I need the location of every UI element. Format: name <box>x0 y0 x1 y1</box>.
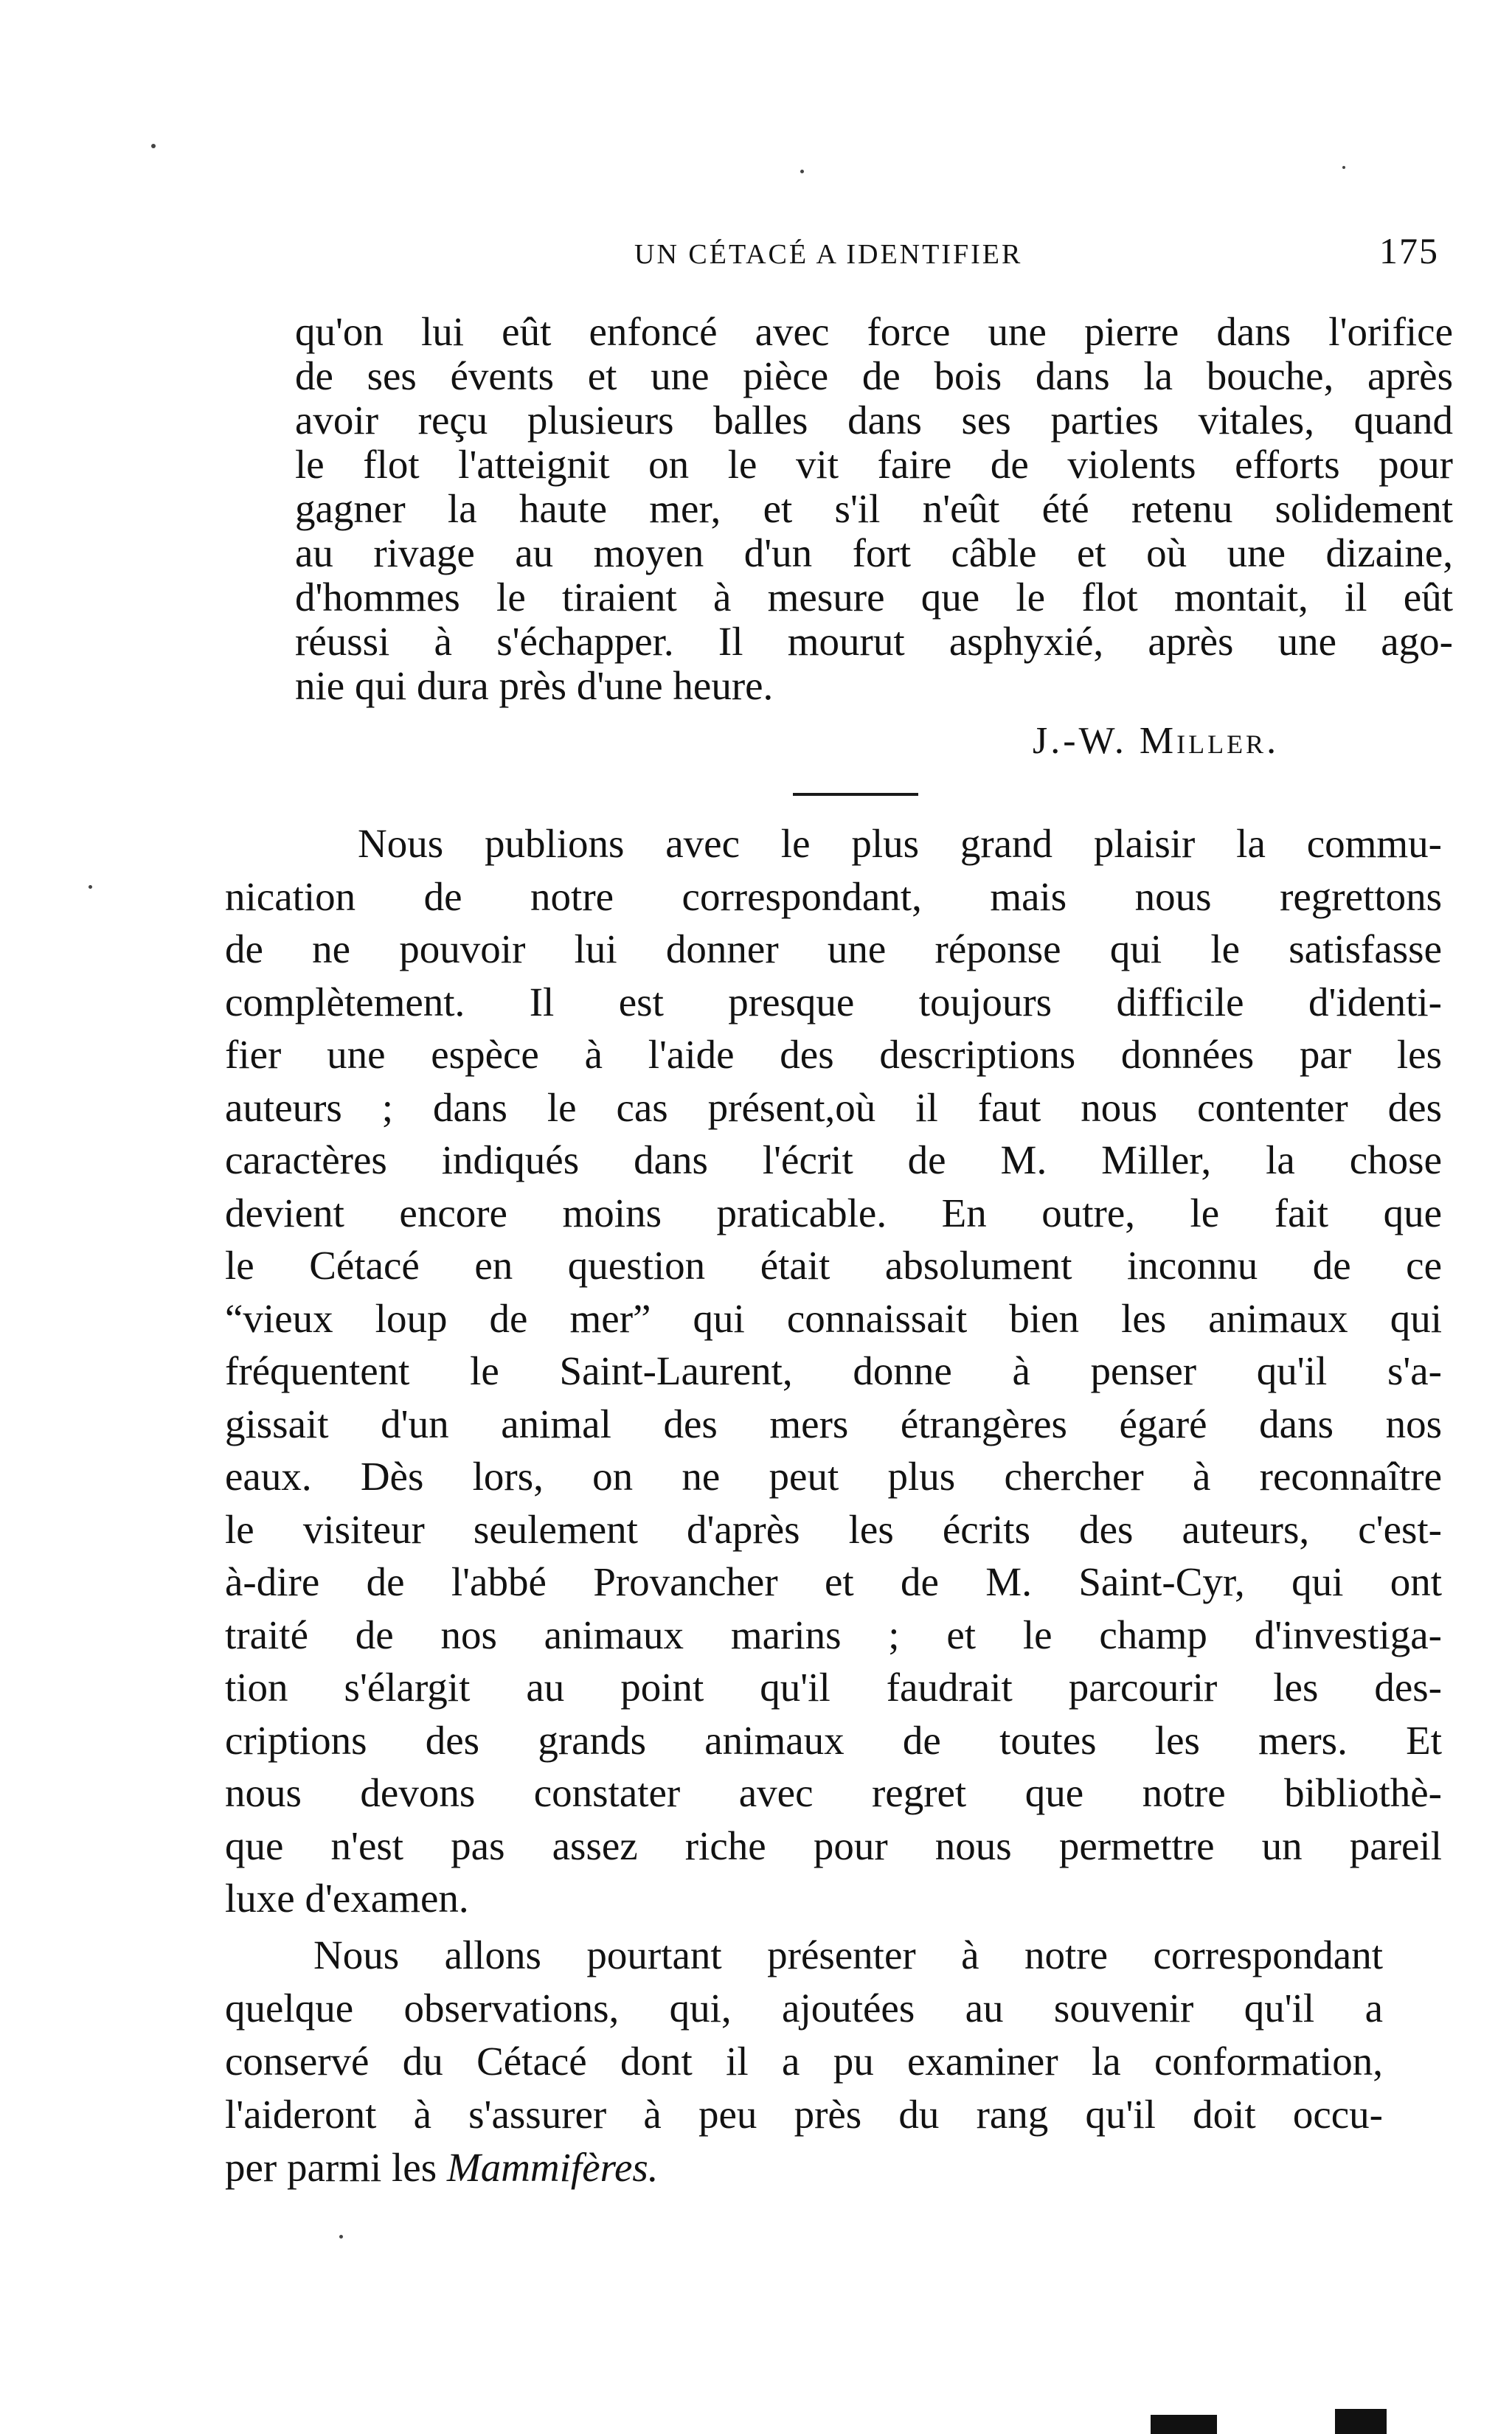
body-line: conservé du Cétacé dont il a pu examiner la conformation, <box>225 2039 1383 2084</box>
scan-speck <box>89 885 92 889</box>
scan-speck <box>339 2235 343 2239</box>
running-title: UN CÉTACÉ A IDENTIFIER <box>634 239 1023 270</box>
letter-line: réussi à s'échapper. Il mourut asphyxié, après une ago- <box>295 619 1453 664</box>
letter-text <box>295 310 1453 708</box>
body-line: le visiteur seulement d'après les écrits des auteurs, c'est- <box>225 1506 1442 1552</box>
letter-line: qu'on lui eût enfoncé avec force une pierre dans l'orifice <box>295 309 1453 354</box>
body-line: tion s'élargit au point qu'il faudrait parcourir les des- <box>225 1665 1442 1710</box>
body-line: que n'est pas assez riche pour nous permettre un pareil <box>225 1823 1442 1868</box>
letter-line: d'hommes le tiraient à mesure que le flot montait, il eût <box>295 575 1453 620</box>
body-line: caractères indiqués dans l'écrit de M. Miller, la chose <box>225 1137 1442 1182</box>
body-line: le Cétacé en question était absolument inconnu de ce <box>225 1243 1442 1288</box>
signature: J.-W. Miller. <box>1033 720 1280 762</box>
body-line: nication de notre correspondant, mais nous regrettons <box>225 873 1442 919</box>
scan-speck <box>800 170 804 173</box>
body-line: nous devons constater avec regret que notre bibliothè- <box>225 1770 1442 1815</box>
italic-term: Mammifères. <box>446 2145 659 2190</box>
response-paragraph-2 <box>225 1929 1383 2194</box>
body-line: gissait d'un animal des mers étrangères égaré dans nos <box>225 1401 1442 1446</box>
body-line: criptions des grands animaux de toutes les mers. Et <box>225 1717 1442 1763</box>
letter-line: nie qui dura près d'une heure. <box>295 663 774 708</box>
body-line-final <box>225 2141 1383 2194</box>
final-line-text: per parmi les <box>225 2145 447 2190</box>
letter-line: au rivage au moyen d'un fort câble et où une dizaine, <box>295 530 1453 575</box>
body-line: de ne pouvoir lui donner une réponse qui le satisfasse <box>225 926 1442 971</box>
page-header <box>0 225 1512 284</box>
scan-speck <box>151 144 156 148</box>
body-line: Nous publions avec le plus grand plaisir la commu- <box>358 821 1442 866</box>
letter-line: le flot l'atteignit on le vit faire de violents efforts pour <box>295 442 1453 487</box>
section-divider <box>793 793 918 796</box>
body-line: fréquentent le Saint-Laurent, donne à penser qu'il s'a- <box>225 1348 1442 1393</box>
body-line: à-dire de l'abbé Provancher et de M. Saint-Cyr, qui ont <box>225 1559 1442 1604</box>
letter-line: gagner la haute mer, et s'il n'eût été retenu solidement <box>295 486 1453 531</box>
letter-line: de ses évents et une pièce de bois dans la bouche, après <box>295 353 1453 398</box>
body-line: luxe d'examen. <box>225 1876 469 1921</box>
scan-blot <box>1151 2415 1217 2434</box>
body-line: eaux. Dès lors, on ne peut plus chercher à reconnaître <box>225 1454 1442 1499</box>
scan-blot <box>1335 2409 1387 2434</box>
body-line: devient encore moins praticable. En outre, le fait que <box>225 1190 1442 1235</box>
body-line: Nous allons pourtant présenter à notre correspondant <box>313 1932 1383 1977</box>
body-line: quelque observations, qui, ajoutées au souvenir qu'il a <box>225 1986 1383 2031</box>
page-number: 175 <box>1379 230 1439 271</box>
response-paragraph-1 <box>225 817 1442 1925</box>
body-line: l'aideront à s'assurer à peu près du rang qu'il doit occu- <box>225 2092 1383 2137</box>
body-line: “vieux loup de mer” qui connaissait bien les animaux qui <box>225 1295 1442 1341</box>
scan-speck <box>1342 166 1345 169</box>
body-line: traité de nos animaux marins ; et le champ d'investiga- <box>225 1612 1442 1657</box>
body-line: auteurs ; dans le cas présent,où il faut nous contenter des <box>225 1084 1442 1130</box>
body-line: complètement. Il est presque toujours difficile d'identi- <box>225 979 1442 1024</box>
letter-line: avoir reçu plusieurs balles dans ses parties vitales, quand <box>295 398 1453 443</box>
body-line: fier une espèce à l'aide des descriptions données par les <box>225 1032 1442 1077</box>
